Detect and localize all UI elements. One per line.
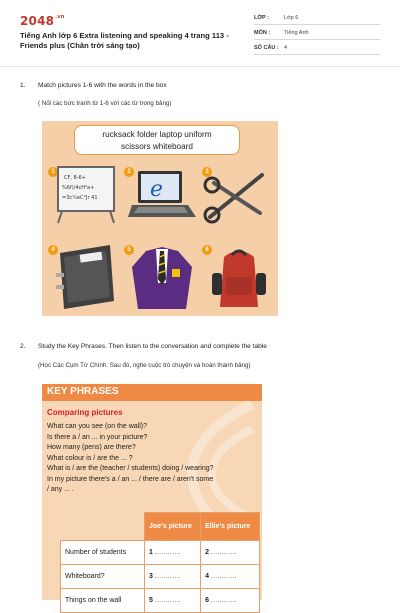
answer-blank[interactable] [145,541,201,565]
blank-dots: ............ [154,550,181,556]
folder-picture [52,243,118,313]
blank-dots: ............ [210,574,237,580]
row-label: Number of students [61,541,145,565]
picture-badge-3: 3 [202,167,212,177]
phrase-line: In my picture there's a / an ... / there are / aren't some [47,475,214,483]
phrase-line: Is there a / an ... in your picture? [47,433,148,441]
header-divider [0,66,400,67]
blank-number: 4 [205,573,210,580]
table-row [61,589,260,613]
answer-blank[interactable] [145,565,201,589]
logo-suffix: .vn [55,14,65,20]
document-header [0,0,400,62]
answer-blank[interactable] [201,589,260,613]
word-box [74,125,240,155]
key-phrases-subheading: Comparing pictures [47,408,123,417]
key-phrases-list [47,422,257,496]
table-corner [61,513,145,541]
whiteboard-text: =3c¼eC°Jr 41 [62,195,98,201]
question-text: Study the Key Phrases. Then listen to the conversation and complete the table [38,343,267,350]
answer-blank[interactable] [201,565,260,589]
question-1-subtitle: ( Nối các bức tranh từ 1-6 với các từ trong bảng) [38,100,172,107]
picture-badge-2: 2 [124,167,134,177]
whiteboard-text: CF, 8-6+ [64,175,86,181]
question-text: Match pictures 1-6 with the words in the box [38,82,167,89]
svg-text:e: e [150,177,164,202]
phrase-line: How many (pens) are there? [47,444,136,451]
table-header-row [61,513,260,541]
row-label: Whiteboard? [61,565,145,589]
phrase-line: What colour is / are the ... ? [47,454,133,462]
question-1-title [20,82,167,89]
picture-badge-1: 1 [48,167,58,177]
uniform-picture [126,243,198,315]
laptop-picture [128,169,198,225]
question-2-subtitle: (Học Các Cụm Từ Chính. Sau đó, nghe cuộc trò chuyện và hoàn thành bảng) [38,362,251,369]
site-logo[interactable] [20,14,65,28]
blank-number: 1 [149,549,153,556]
meta-value: 4 [284,45,288,51]
whiteboard-picture [52,165,118,225]
blank-number: 2 [205,549,210,556]
key-phrases-heading: KEY PHRASES [42,384,262,401]
table-row [61,565,260,589]
meta-key: MÔN : [254,30,271,36]
phrase-line: / any ... . [47,486,74,493]
blank-number: 6 [205,597,210,604]
answer-blank[interactable] [145,589,201,613]
blank-dots: ............ [154,574,181,580]
meta-question-count [254,42,380,55]
blank-number: 5 [149,597,153,604]
question-2-title [20,343,267,350]
blank-dots: ............ [154,598,181,604]
blank-dots: ............ [210,598,237,604]
match-pictures-panel [42,121,278,316]
key-phrases-panel [42,384,262,604]
picture-badge-4: 4 [48,245,58,255]
blank-dots: ............ [210,550,237,556]
table-header-ellie: Ellie's picture [201,513,260,541]
phrase-line: What can you see (on the wall)? [47,423,147,430]
picture-badge-5: 5 [124,245,134,255]
document-title: Tiếng Anh lớp 6 Extra listening and speaking 4 trang 113 - Friends plus (Chân trời sáng tạo) [20,31,229,50]
meta-value: Tiếng Anh [284,30,309,36]
phrase-line: What is / are the (teacher / students) doing / wearing? [47,465,214,472]
meta-key: SỐ CÂU : [254,45,279,51]
table-row [61,541,260,565]
question-number: 2. [20,343,26,350]
meta-grade [254,12,380,25]
logo-text: 2048 [20,14,55,28]
whiteboard-text: %6f)/4cH³a+ [62,185,95,191]
scissors-picture [200,169,272,225]
meta-value: Lớp 6 [284,15,299,21]
meta-subject [254,27,380,40]
rucksack-picture [206,245,272,315]
blank-number: 3 [149,573,153,580]
word-box-line: scissors whiteboard [121,142,193,151]
table-header-joe: Joe's picture [145,513,201,541]
comparison-table [60,512,260,613]
question-number: 1. [20,82,26,89]
row-label: Things on the wall [61,589,145,613]
meta-key: LỚP : [254,15,269,21]
picture-badge-6: 6 [202,245,212,255]
word-box-line: rucksack folder laptop uniform [102,130,212,139]
answer-blank[interactable] [201,541,260,565]
